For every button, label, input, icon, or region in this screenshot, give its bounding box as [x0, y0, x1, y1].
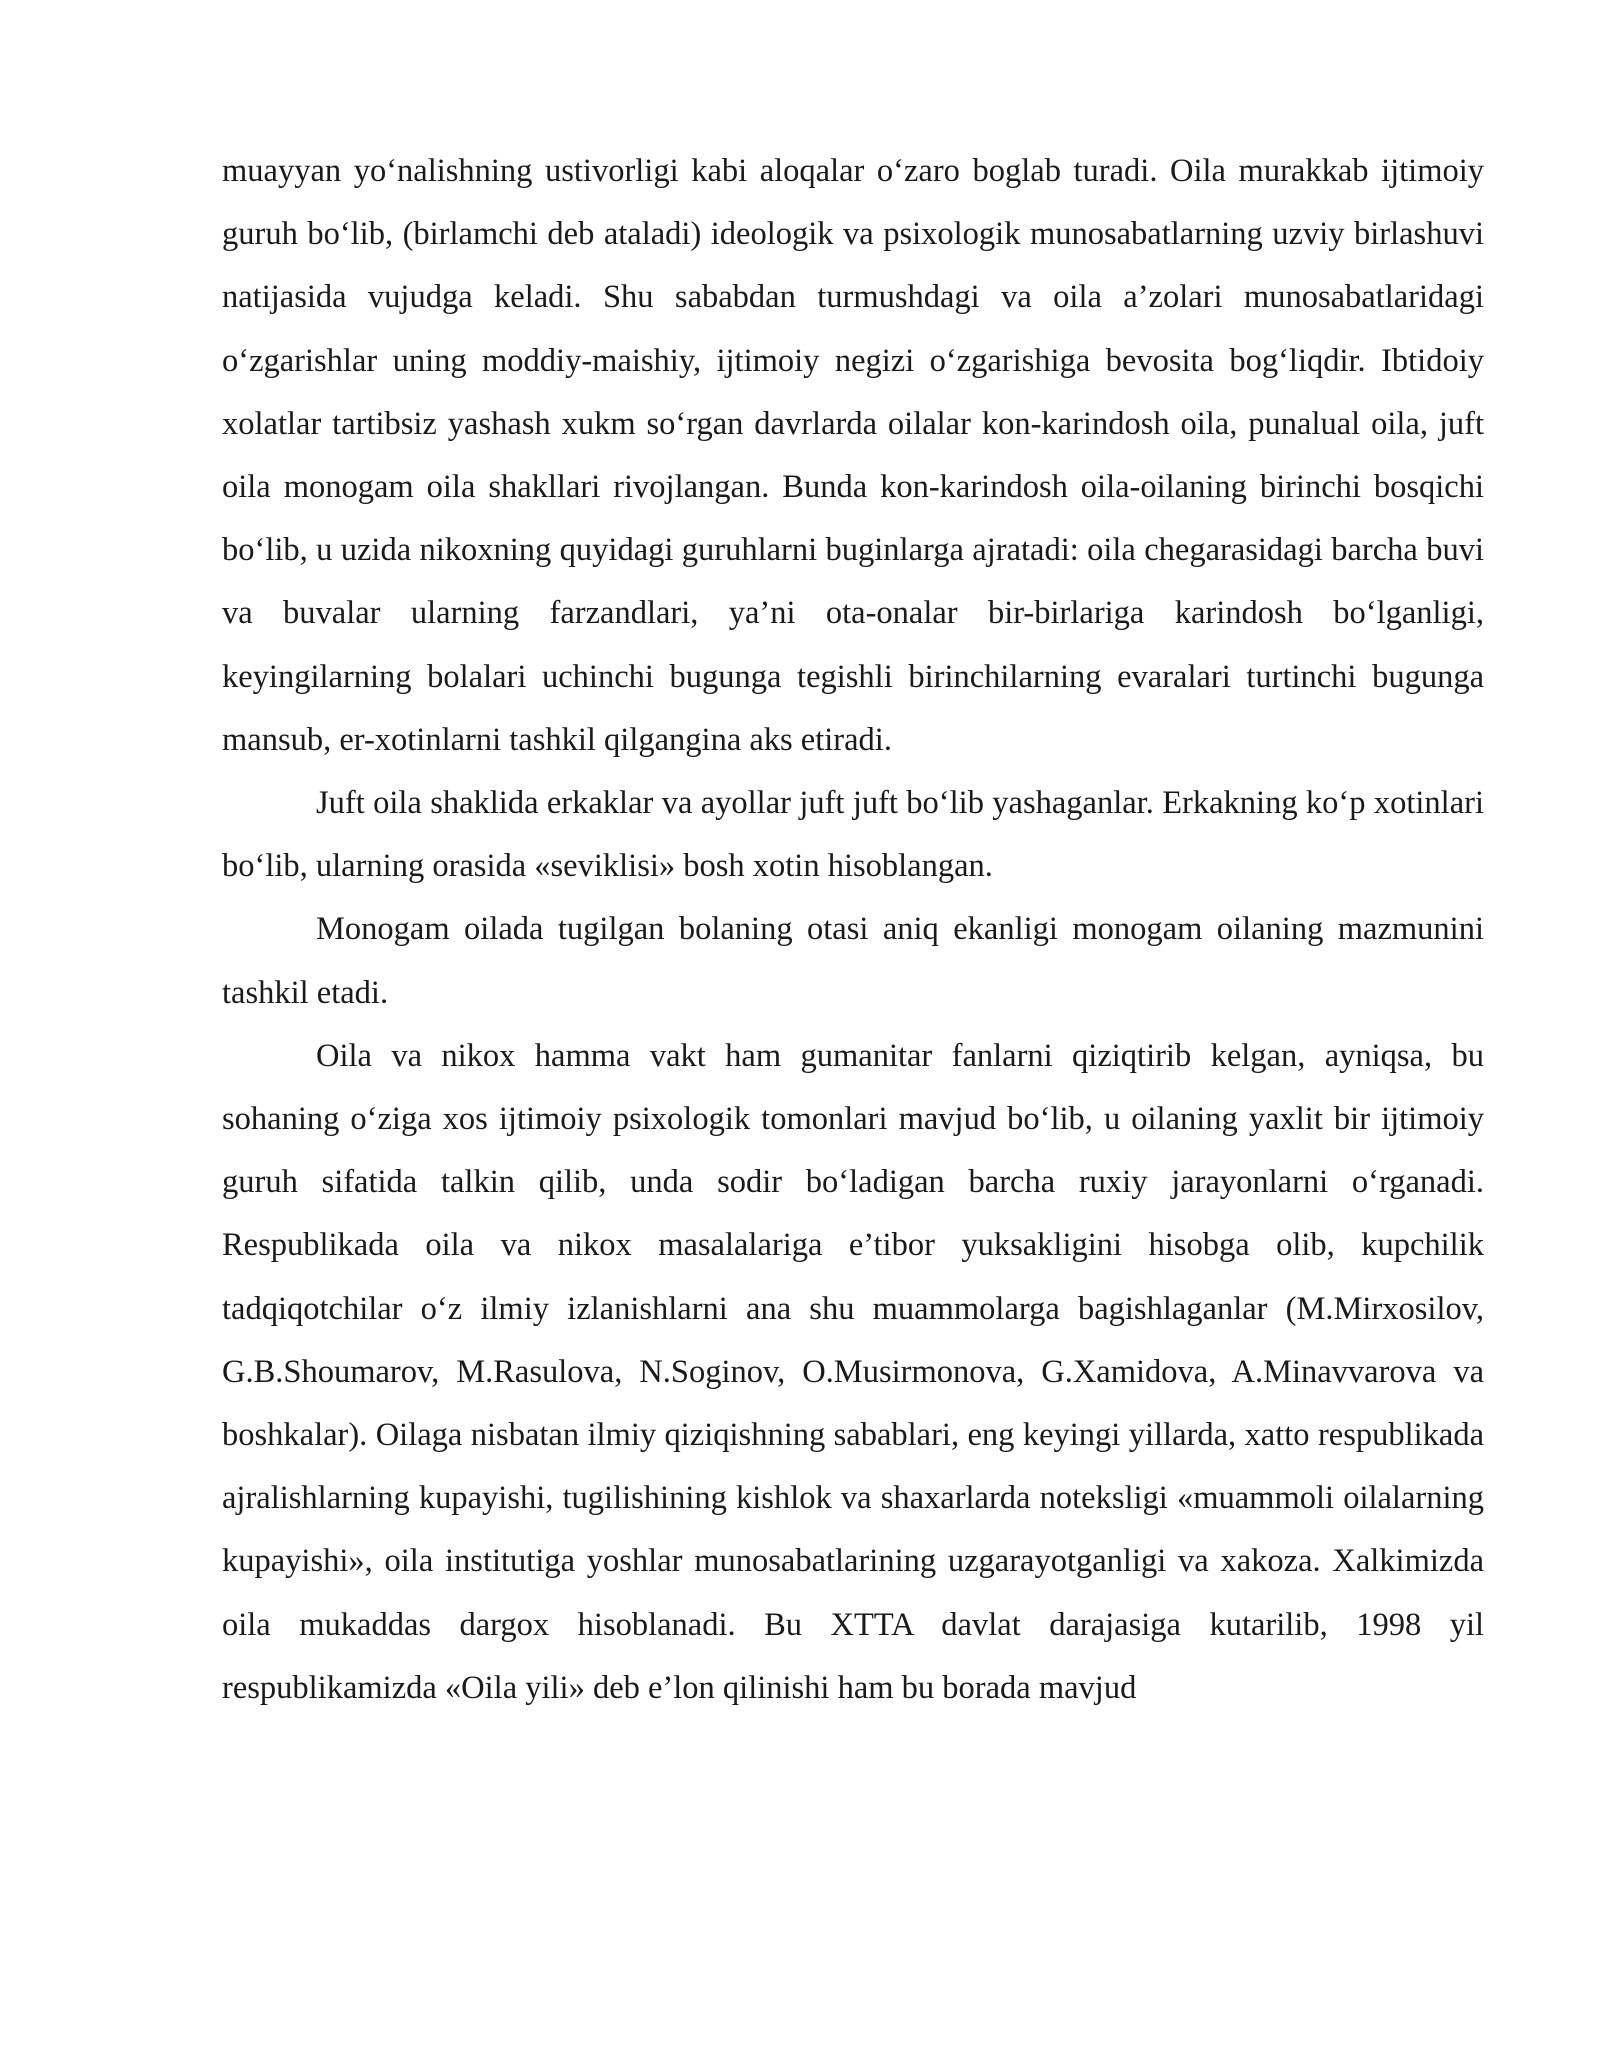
paragraph-3: Monogam oilada tugilgan bolaning otasi aniq ekanligi monogam oilaning mazmunini tashkil etadi. [222, 911, 1484, 1011]
body-text [222, 140, 1484, 1720]
paragraph-1: muayyan yo‘nalishning ustivorligi kabi aloqalar o‘zaro boglab turadi. Oila murakkab ijtimoiy guruh bo‘lib, (birlamchi deb ataladi) ideologik va psixologik munosabatlarning uzviy birlashuvi natijasida vujudga keladi. Shu sababdan turmushdagi va oila a’zolari munosabatlaridagi o‘zgarishlar uning moddiy-maishiy, ijtimoiy negizi o‘zgarishiga bevosita bog‘liqdir. Ibtidoiy xolatlar tartibsiz yashash xukm so‘rgan davrlarda oilalar kon-karindosh oila, punalual oila, juft oila monogam oila shakllari rivojlangan. Bunda kon-karindosh oila-oilaning birinchi bosqichi bo‘lib, u uzida nikoxning quyidagi guruhlarni buginlarga ajratadi: oila chegarasidagi barcha buvi va buvalar ularning farzandlari, ya’ni ota-onalar bir-birlariga karindosh bo‘lganligi, keyingilarning bolalari uchinchi bugunga tegishli birinchilarning evaralari turtinchi bugunga mansub, er-xotinlarni tashkil qilgangina aks etiradi. [222, 153, 1484, 758]
paragraph-4: Oila va nikox hamma vakt ham gumanitar fanlarni qiziqtirib kelgan, ayniqsa, bu sohaning o‘ziga xos ijtimoiy psixologik tomonlari mavjud bo‘lib, u oilaning yaxlit bir ijtimoiy guruh sifatida talkin qilib, unda sodir bo‘ladigan barcha ruxiy jarayonlarni o‘rganadi. Respublikada oila va nikox masalalariga e’tibor yuksakligini hisobga olib, kupchilik tadqiqotchilar o‘z ilmiy izlanishlarni ana shu muammolarga bagishlaganlar (M.Mirxosilov, G.B.Shoumarov, M.Rasulova, N.Soginov, O.Musirmonova, G.Xamidova, A.Minavvarova va boshkalar). Oilaga nisbatan ilmiy qiziqishning sabablari, eng keyingi yillarda, xatto respublikada ajralishlarning kupayishi, tugilishining kishlok va shaxarlarda noteksligi «muammoli oilalarning kupayishi», oila institutiga yoshlar munosabatlarining uzgarayotganligi va xakoza. Xalkimizda oila mukaddas dargox hisoblanadi. Bu XTTA davlat darajasiga kutarilib, 1998 yil respublikamizda «Oila yili» deb e’lon qilinishi ham bu borada mavjud [222, 1037, 1484, 1706]
paragraph-2: Juft oila shaklida erkaklar va ayollar juft juft bo‘lib yashaganlar. Erkakning ko‘p xotinlari bo‘lib, ularning orasida «seviklisi» bosh xotin hisoblangan. [222, 785, 1484, 885]
